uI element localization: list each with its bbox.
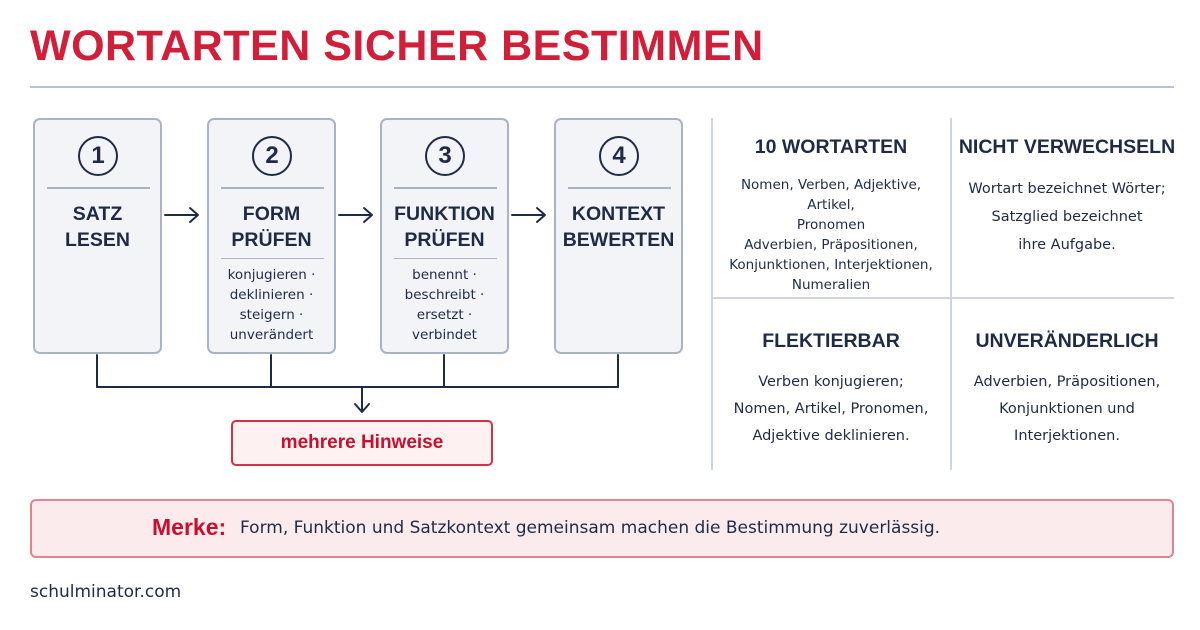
step-number-2: 2 [252, 136, 292, 176]
step-number-1: 1 [78, 136, 118, 176]
grid-divider [712, 297, 1174, 299]
merke-box [30, 499, 1174, 558]
info-title: UNVERÄNDERLICH [975, 330, 1159, 352]
info-line: Pronomen [796, 217, 866, 233]
step-title-line: FUNKTION [394, 203, 495, 225]
merke-label: Merke: [152, 514, 227, 540]
info-line: Numeralien [791, 277, 871, 293]
footer-domain: schulminator.com [30, 582, 182, 602]
step-title-line: LESEN [64, 229, 130, 251]
merge-bracket [97, 355, 618, 387]
info-cell-wortarten [716, 136, 946, 295]
step-item: ersetzt · [416, 307, 473, 323]
info-line: Nomen, Artikel, Pronomen, [733, 401, 929, 417]
info-line: Konjunktionen, Interjektionen, [729, 257, 933, 273]
step-item: unverändert [229, 327, 314, 343]
info-line: Adjektive deklinieren. [752, 428, 910, 444]
page-title: WORTARTEN SICHER BESTIMMEN [30, 22, 764, 70]
step-item: benennt · [412, 267, 477, 283]
step-title-line: PRÜFEN [231, 229, 312, 251]
result-box: mehrere Hinweise [231, 420, 493, 466]
merke-text: Form, Funktion und Satzkontext gemeinsam machen die Bestimmung zuverlässig. [240, 518, 941, 538]
info-line: Nomen, Verben, Adjektive, Artikel, [740, 177, 922, 213]
info-line: Verben konjugieren; [758, 374, 904, 390]
step-title-line: KONTEXT [571, 203, 666, 225]
step-item: verbindet [412, 327, 477, 343]
info-title: NICHT VERWECHSELN [958, 136, 1176, 158]
info-line: Adverbien, Präpositionen, [973, 374, 1161, 390]
info-text [952, 175, 1182, 259]
info-line: Wortart bezeichnet Wörter; [968, 181, 1166, 197]
info-title: 10 WORTARTEN [754, 136, 908, 158]
step-item: steigern · [239, 307, 304, 323]
step-title-line: PRÜFEN [404, 229, 485, 251]
info-text [716, 369, 946, 450]
arrow-right-icon [512, 208, 545, 222]
arrow-down-icon [355, 387, 369, 412]
info-line: ihre Aufgabe. [1018, 237, 1116, 253]
step-title-line: FORM [242, 203, 301, 225]
info-cell-unveraenderlich [952, 330, 1182, 450]
info-cell-nicht-verwechseln [952, 136, 1182, 259]
step-title-line: SATZ [72, 203, 123, 225]
info-text [716, 175, 946, 295]
info-line: Satzglied bezeichnet [991, 209, 1143, 225]
arrow-right-icon [165, 208, 198, 222]
info-line: Interjektionen. [1014, 428, 1120, 444]
step-number-4: 4 [599, 136, 639, 176]
step-title-line: BEWERTEN [562, 229, 675, 251]
step-item: deklinieren · [229, 287, 314, 303]
step-number-3: 3 [425, 136, 465, 176]
grid-divider [711, 118, 713, 470]
step-item: beschreibt · [404, 287, 485, 303]
info-text [952, 369, 1182, 450]
step-item: konjugieren · [227, 267, 316, 283]
arrow-right-icon [339, 208, 372, 222]
info-line: Adverbien, Präpositionen, [744, 237, 918, 253]
info-cell-flektierbar [716, 330, 946, 450]
info-line: Konjunktionen und [999, 401, 1135, 417]
info-title: FLEKTIERBAR [762, 330, 900, 352]
